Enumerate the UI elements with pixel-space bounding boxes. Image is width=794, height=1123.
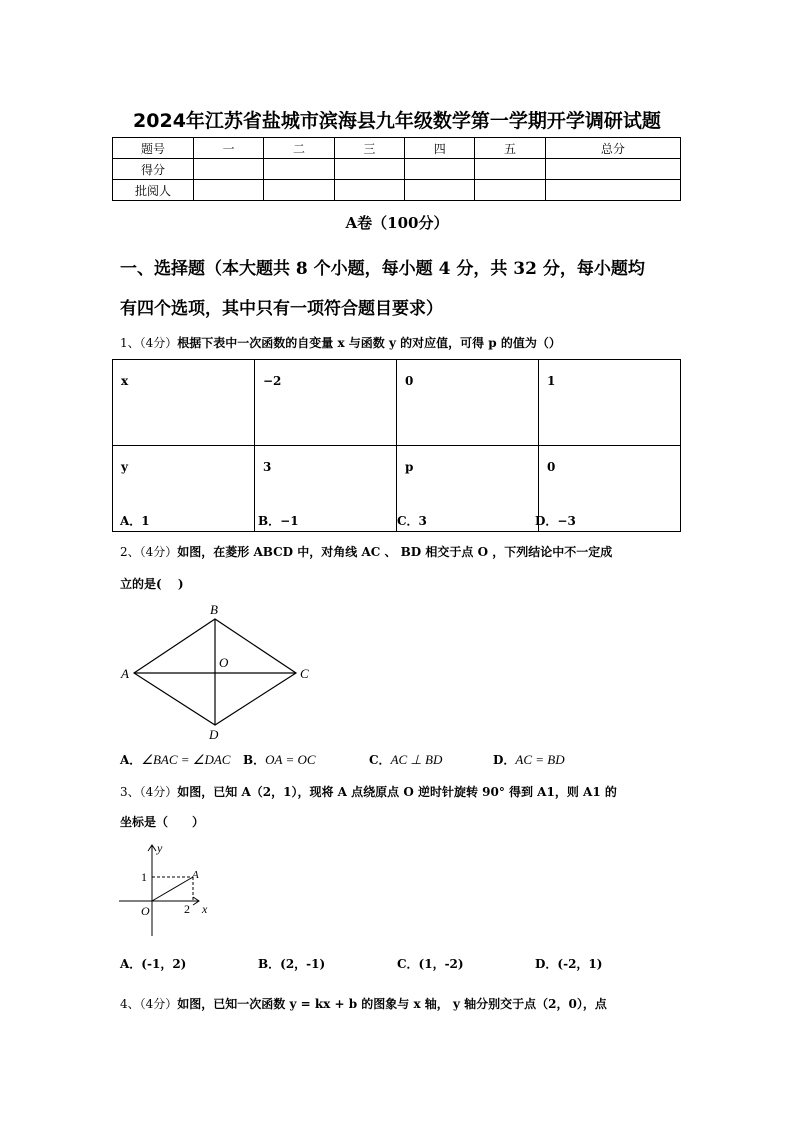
svg-text:2: 2 [184,902,190,916]
label-a: A [121,666,129,681]
label-d: D [209,727,219,742]
table-row: x −2 0 1 [113,360,681,446]
label-o: O [219,655,229,670]
q3-option-d: D．(-2，1) [535,957,603,971]
section-heading-cont: 有四个选项，其中只有一项符合题目要求） [120,299,443,319]
table-row: y 3 p 0 [113,446,681,532]
section-heading: 一、选择题（本大题共 8 个小题，每小题 4 分，共 32 分，每小题均 [120,259,645,279]
q1-option-c: C．3 [397,514,427,528]
q1-option-b: B．−1 [258,514,299,528]
paper-label: A卷（100分） [345,214,449,232]
q1-value-table [112,359,681,532]
header-cell: 总分 [545,138,680,159]
question-3: 3、（4分）如图，已知 A（2，1），现将 A 点绕原点 O 逆时针旋转 90° 得到 A1，则 A1 的 [120,785,617,799]
question-3-cont: 坐标是（ ） [120,815,205,829]
label-b: B [210,602,218,617]
header-cell: 三 [334,138,404,159]
svg-text:1: 1 [141,870,147,884]
svg-text:O: O [141,904,150,918]
q2-option-d: D．AC = BD [493,752,565,767]
q1-option-d: D．−3 [535,514,576,528]
score-header-row [113,138,681,159]
header-cell: 一 [194,138,264,159]
header-cell: 五 [475,138,545,159]
svg-text:x: x [202,902,208,916]
score-table [112,137,681,201]
q2-option-b: B．OA = OC [243,752,316,767]
header-cell: 题号 [113,138,194,159]
label-c: C [300,666,309,681]
score-row [113,159,681,180]
svg-text:A: A [192,869,199,881]
q2-option-a: A．∠BAC = ∠DAC [120,752,231,767]
row-label: 得分 [113,159,194,180]
question-2-cont: 立的是( ) [120,577,184,591]
page-title: 2024年江苏省盐城市滨海县九年级数学第一学期开学调研试题 [133,110,661,132]
q1-option-a: A．1 [120,514,150,528]
question-1: 1、（4分）根据下表中一次函数的自变量 x 与函数 y 的对应值，可得 p 的值为（） [120,336,561,350]
q2-option-c: C．AC ⊥ BD [369,752,443,767]
q3-option-c: C．(1，-2) [397,957,464,971]
q3-option-a: A．(-1，2) [120,957,187,971]
q3-option-b: B．(2，-1) [258,957,326,971]
coordinate-figure [119,841,215,938]
header-cell: 二 [264,138,334,159]
header-cell: 四 [405,138,475,159]
row-label: 批阅人 [113,180,194,201]
score-row [113,180,681,201]
question-2: 2、（4分）如图，在菱形 ABCD 中，对角线 AC 、 BD 相交于点 O ，下列结论中不一定成 [120,545,613,559]
rhombus-figure [110,600,330,745]
question-4: 4、（4分）如图，已知一次函数 y = kx + b 的图象与 x 轴， y 轴分别交于点（2，0），点 [120,997,607,1011]
svg-text:y: y [157,841,163,855]
